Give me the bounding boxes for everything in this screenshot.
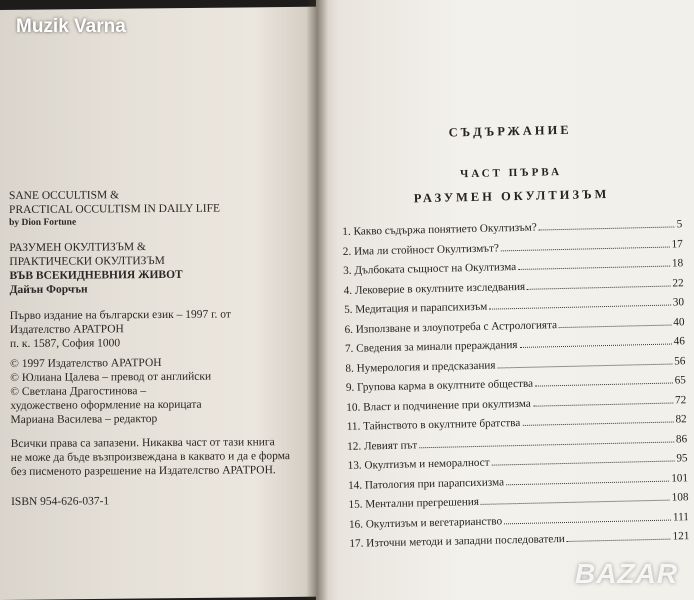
author-bg: Дайън Форчън (9, 283, 88, 297)
toc-part-title: РАЗУМЕН ОКУЛТИЗЪМ (413, 186, 610, 206)
toc-entry-title: 16. Окултизъм и вегетарианство (348, 514, 503, 531)
toc-entry-page: 18 (671, 257, 684, 270)
toc-entry-page: 72 (674, 393, 687, 406)
toc-entry-title: 4. Лековерие в окултните изследвания (343, 280, 526, 297)
brand-label: Muzik Varna (16, 16, 126, 37)
copyright-page (9, 187, 311, 509)
copyright-line-3: © Светлана Драгостинова – (10, 385, 147, 399)
copyright-line-5: Мариана Василева – редактор (10, 413, 158, 427)
author-en: by Dion Fortune (9, 217, 77, 229)
toc-leader-dots (539, 226, 675, 230)
toc-leader-dots (419, 441, 674, 448)
rights-line-1: Всички права са запазени. Никаква част от тази книга (10, 436, 275, 451)
toc-entry-page: 56 (674, 354, 686, 367)
toc-entry-page: 121 (672, 530, 690, 543)
edition-line-2: Издателство АРАТРОН (9, 323, 124, 337)
watermark-logo: BAZAR (575, 558, 678, 589)
toc-entry-page: 5 (676, 218, 683, 231)
toc-heading: СЪДЪРЖАНИЕ (448, 122, 572, 140)
toc-leader-dots (527, 285, 670, 289)
toc-entry-title: 2. Има ли стойност Окултизмът? (342, 241, 500, 258)
toc-entry-page: 46 (673, 335, 686, 348)
toc-entry-page: 111 (672, 510, 690, 524)
toc-entry-title: 13. Окултизъм и неморалност (347, 456, 490, 472)
toc-leader-dots (492, 460, 675, 465)
copyright-line-1: © 1997 Издателство АРАТРОН (10, 356, 162, 371)
rights-line-2: не може да бъде възпроизвеждана в каквато и да е форма (10, 450, 291, 465)
copyright-line-2: © Юлиана Цалева – превод от английски (10, 370, 212, 385)
toc-leader-dots (559, 324, 671, 328)
toc-leader-dots (501, 246, 670, 251)
toc-entry-title: 5. Медитация и парапсихизъм (343, 300, 488, 316)
toc-entry-title: 14. Патология при парапсихизма (347, 475, 505, 492)
toc-entry-page: 108 (671, 491, 689, 504)
toc-leader-dots (489, 305, 671, 310)
toc-entry-title: 12. Левият път (347, 438, 418, 453)
toc-entry-title: 3. Дълбоката същност на Окултизма (343, 261, 517, 277)
toc-part-label: ЧАСТ ПЪРВА (460, 165, 563, 181)
toc-leader-dots (498, 363, 673, 368)
table-of-contents (340, 120, 690, 557)
toc-entry-title: 17. Източни методи и западни последователи (349, 533, 565, 550)
toc-leader-dots (535, 383, 673, 387)
toc-entry-page: 30 (672, 296, 685, 309)
toc-leader-dots (481, 500, 670, 505)
edition-line-3: п. к. 1587, София 1000 (9, 337, 121, 351)
toc-entry-title: 9. Групова карма в окултните общества (345, 377, 534, 394)
toc-leader-dots (533, 402, 673, 406)
toc-leader-dots (567, 539, 671, 542)
title-bg-1: РАЗУМЕН ОКУЛТИЗЪМ & (9, 241, 146, 255)
toc-leader-dots (504, 519, 671, 524)
toc-entry-title: 10. Власт и подчинение при окултизма (346, 397, 531, 414)
edition-line-1: Първо издание на български език – 1997 г. от (9, 308, 231, 323)
title-bg-2: ПРАКТИЧЕСКИ ОКУЛТИЗЪМ (9, 254, 165, 269)
toc-entry-page: 65 (674, 374, 686, 387)
toc-entry-page: 40 (673, 315, 685, 328)
rights-line-3: без писменото разрешение на Издателство АРАТРОН. (10, 464, 276, 479)
toc-entry-title: 15. Ментални прегрешения (348, 495, 480, 511)
toc-entry-title: 11. Тайнството в окултните братства (346, 416, 521, 433)
toc-entry-page: 86 (675, 432, 688, 445)
toc-list (342, 218, 689, 557)
toc-entry-page: 22 (672, 276, 684, 289)
title-en-2: PRACTICAL OCCULTISM IN DAILY LIFE (8, 202, 221, 217)
title-bg-3: ВЪВ ВСЕКИДНЕВНИЯ ЖИВОТ (9, 268, 183, 283)
toc-entry-page: 17 (671, 237, 683, 251)
copyright-line-4: художествено оформление на корицата (10, 398, 202, 413)
toc-entry-page: 101 (671, 471, 689, 485)
toc-leader-dots (520, 344, 672, 348)
title-en-1: SANE OCCULTISM & (8, 189, 120, 203)
toc-entry-page: 82 (675, 413, 687, 426)
toc-leader-dots (506, 480, 669, 485)
toc-entry-title: 8. Нумерология и предсказания (345, 359, 496, 375)
toc-leader-dots (522, 422, 673, 426)
toc-entry-page: 95 (676, 452, 688, 465)
toc-leader-dots (518, 266, 670, 270)
toc-entry-title: 1. Какво съдържа понятието Окултизъм? (342, 221, 537, 238)
isbn: ISBN 954-626-037-1 (11, 495, 110, 509)
toc-entry-title: 6. Използване и злоупотреба с Астрологията (344, 318, 558, 336)
toc-entry-title: 7. Сведения за минали прераждания (344, 339, 518, 355)
